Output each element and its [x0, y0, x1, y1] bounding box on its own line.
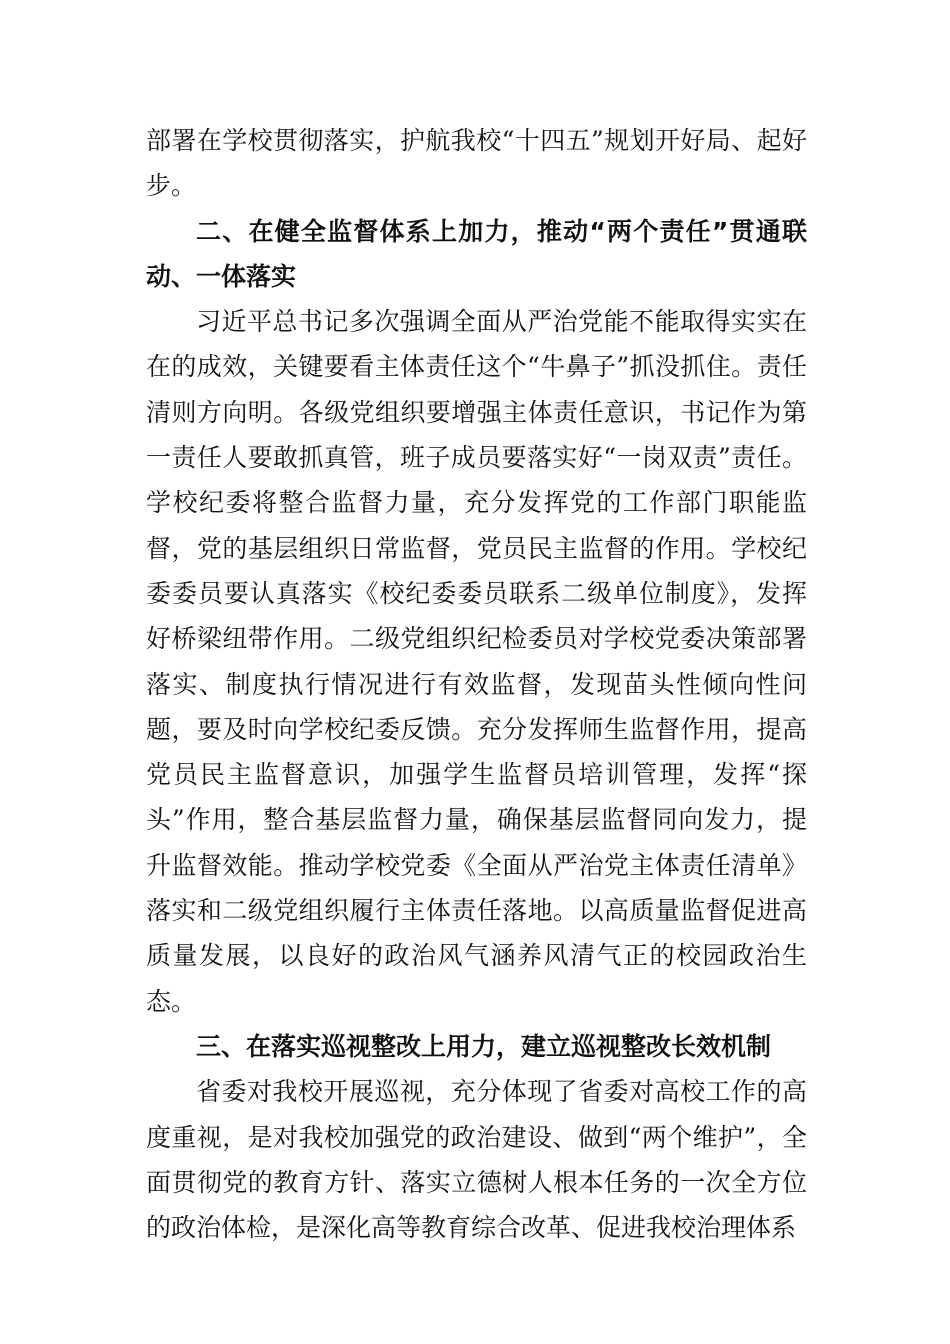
section-heading-2: 二、在健全监督体系上加力，推动“两个责任”贯通联动、一体落实 [146, 216, 807, 291]
paragraph-section-2: 习近平总书记多次强调全面从严治党能不能取得实实在在的成效，关键要看主体责任这个“牛鼻子”抓没抓住。责任清则方向明。各级党组织要增强主体责任意识，书记作为第一责任人要敢抓真管，班子成员要落实好“一岗双责”责任。学校纪委将整合监督力量，充分发挥党的工作部门职能监督，党的基层组织日常监督，党员民主监督的作用。学校纪委委员要认真落实《校纪委委员联系二级单位制度》，发挥好桥梁纽带作用。二级党组织纪检委员对学校党委决策部署落实、制度执行情况进行有效监督，发现苗头性倾向性问题，要及时向学校纪委反馈。充分发挥师生监督作用，提高党员民主监督意识，加强学生监督员培训管理，发挥“探头”作用，整合基层监督力量，确保基层监督同向发力，提升监督效能。推动学校党委《全面从严治党主体责任清单》落实和二级党组织履行主体责任落地。以高质量监督促进高质量发展，以良好的政治风气涵养风清气正的校园政治生态。 [146, 307, 807, 1016]
paragraph-continued: 部署在学校贯彻落实，护航我校“十四五”规划开好局、起好步。 [146, 126, 807, 201]
section-heading-3: 三、在落实巡视整改上用力，建立巡视整改长效机制 [196, 1031, 772, 1061]
document-body [146, 118, 807, 1250]
paragraph-section-3: 省委对我校开展巡视，充分体现了省委对高校工作的高度重视，是对我校加强党的政治建设、做到“两个维护”，全面贯彻党的教育方针、落实立德树人根本任务的一次全方位的政治体检，是深化高等教育综合改革、促进我校治理体系 [146, 1077, 807, 1243]
